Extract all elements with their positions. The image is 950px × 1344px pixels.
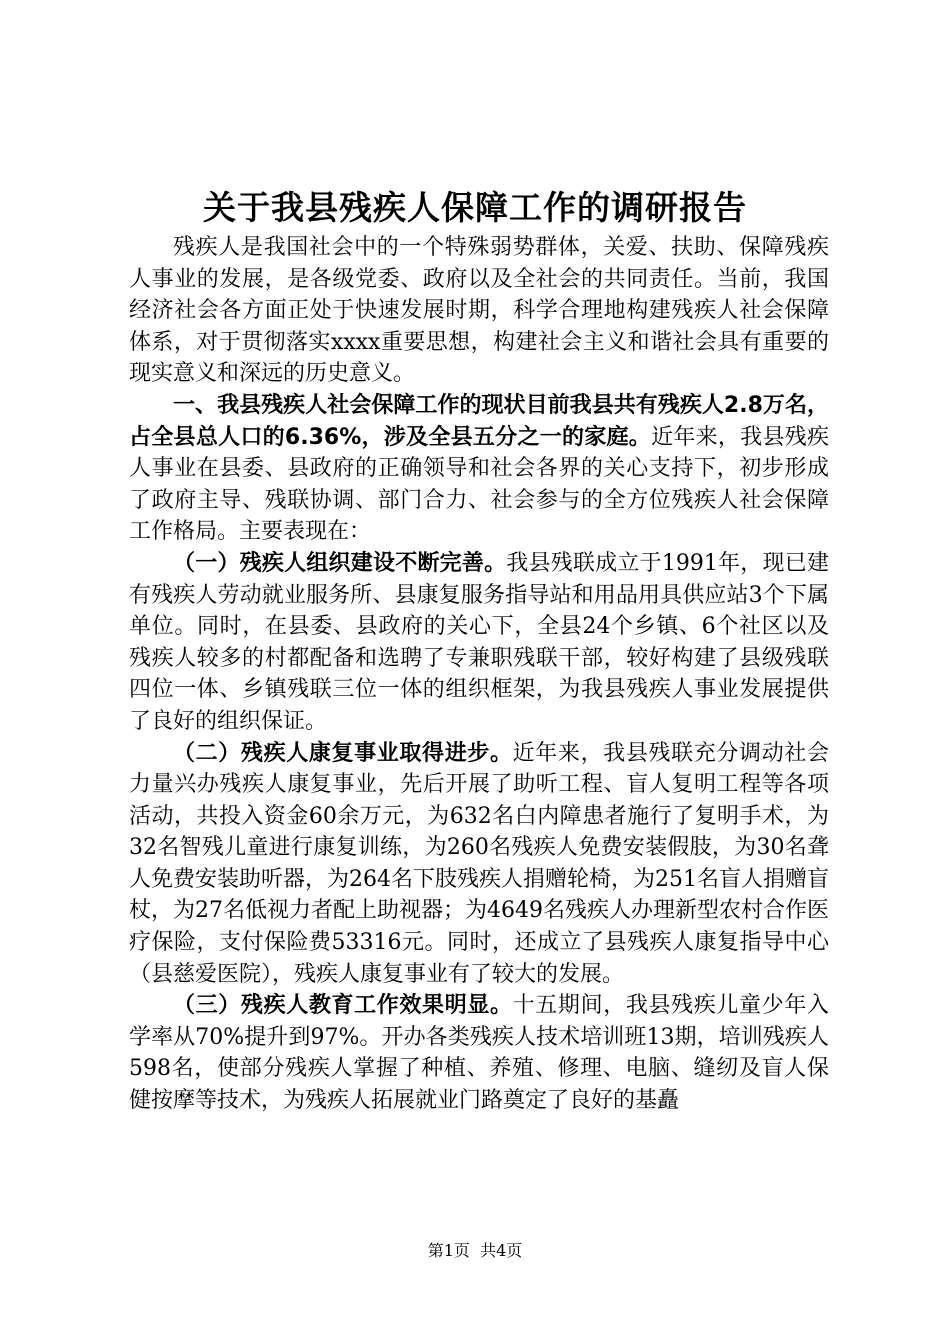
paragraph-heading: 一、我县残疾人社会保障工作的现状目前我县共有残疾人2.8万名，占全县总人口的6.36%，涉及全县五分之一的家庭。 — [129, 392, 829, 450]
paragraph-section-1 — [129, 390, 829, 548]
document-body — [129, 232, 829, 1117]
paragraph-text: 我县残联成立于1991年，现已建有残疾人劳动就业服务所、县康复服务指导站和用品用具供应站3个下属单位。同时，在县委、县政府的关心下，全县24个乡镇、6个社区以及残疾人较多的村都配备和选聘了专兼职残联干部，较好构建了县级残联四位一体、乡镇残联三位一体的组织框架，为我县残疾人事业发展提供了良好的组织保证。 — [129, 550, 829, 734]
page-total: 共4页 — [480, 1241, 523, 1260]
paragraph-text: 近年来，我县残疾人事业在县委、县政府的正确领导和社会各界的关心支持下，初步形成了政府主导、残联协调、部门合力、社会参与的全方位残疾人社会保障工作格局。主要表现在： — [129, 424, 829, 545]
paragraph-heading: （三）残疾人教育工作效果明显。 — [173, 993, 513, 1019]
paragraph-heading: （二）残疾人康复事业取得进步。 — [173, 740, 513, 766]
paragraph-intro — [129, 232, 829, 390]
paragraph-text: 近年来，我县残联充分调动社会力量兴办残疾人康复事业，先后开展了助听工程、盲人复明工程等各项活动，共投入资金60余万元，为632名白内障患者施行了复明手术，为32名智残儿童进行康复训练，为260名残疾人免费安装假肢，为30名聋人免费安装助听器，为264名下肢残疾人捐赠轮椅，为251名盲人捐赠盲杖，为27名低视力者配上助视器；为4649名残疾人办理新型农村合作医疗保险，支付保险费53316元。同时，还成立了县残疾人康复指导中心（县慈爱医院），残疾人康复事业有了较大的发展。 — [129, 740, 829, 987]
paragraph-text: 十五期间，我县残疾儿童少年入学率从70%提升到97%。开办各类残疾人技术培训班13期，培训残疾人598名，使部分残疾人掌握了种植、养殖、修理、电脑、缝纫及盲人保健按摩等技术，为残疾人拓展就业门路奠定了良好的基矗 — [129, 993, 829, 1114]
document-title: 关于我县残疾人保障工作的调研报告 — [203, 188, 747, 227]
paragraph-subsection-1 — [129, 548, 829, 738]
paragraph-text: 残疾人是我国社会中的一个特殊弱势群体，关爱、扶助、保障残疾人事业的发展，是各级党委、政府以及全社会的共同责任。当前，我国经济社会各方面正处于快速发展时期，科学合理地构建残疾人社会保障体系，对于贯彻落实xxxx重要思想，构建社会主义和谐社会具有重要的现实意义和深远的历史意义。 — [129, 235, 829, 387]
page-footer — [0, 1241, 950, 1261]
paragraph-subsection-3 — [129, 990, 829, 1116]
paragraph-subsection-2 — [129, 738, 829, 991]
paragraph-heading: （一）残疾人组织建设不断完善。 — [173, 550, 507, 576]
page-number: 第1页 — [427, 1241, 470, 1260]
